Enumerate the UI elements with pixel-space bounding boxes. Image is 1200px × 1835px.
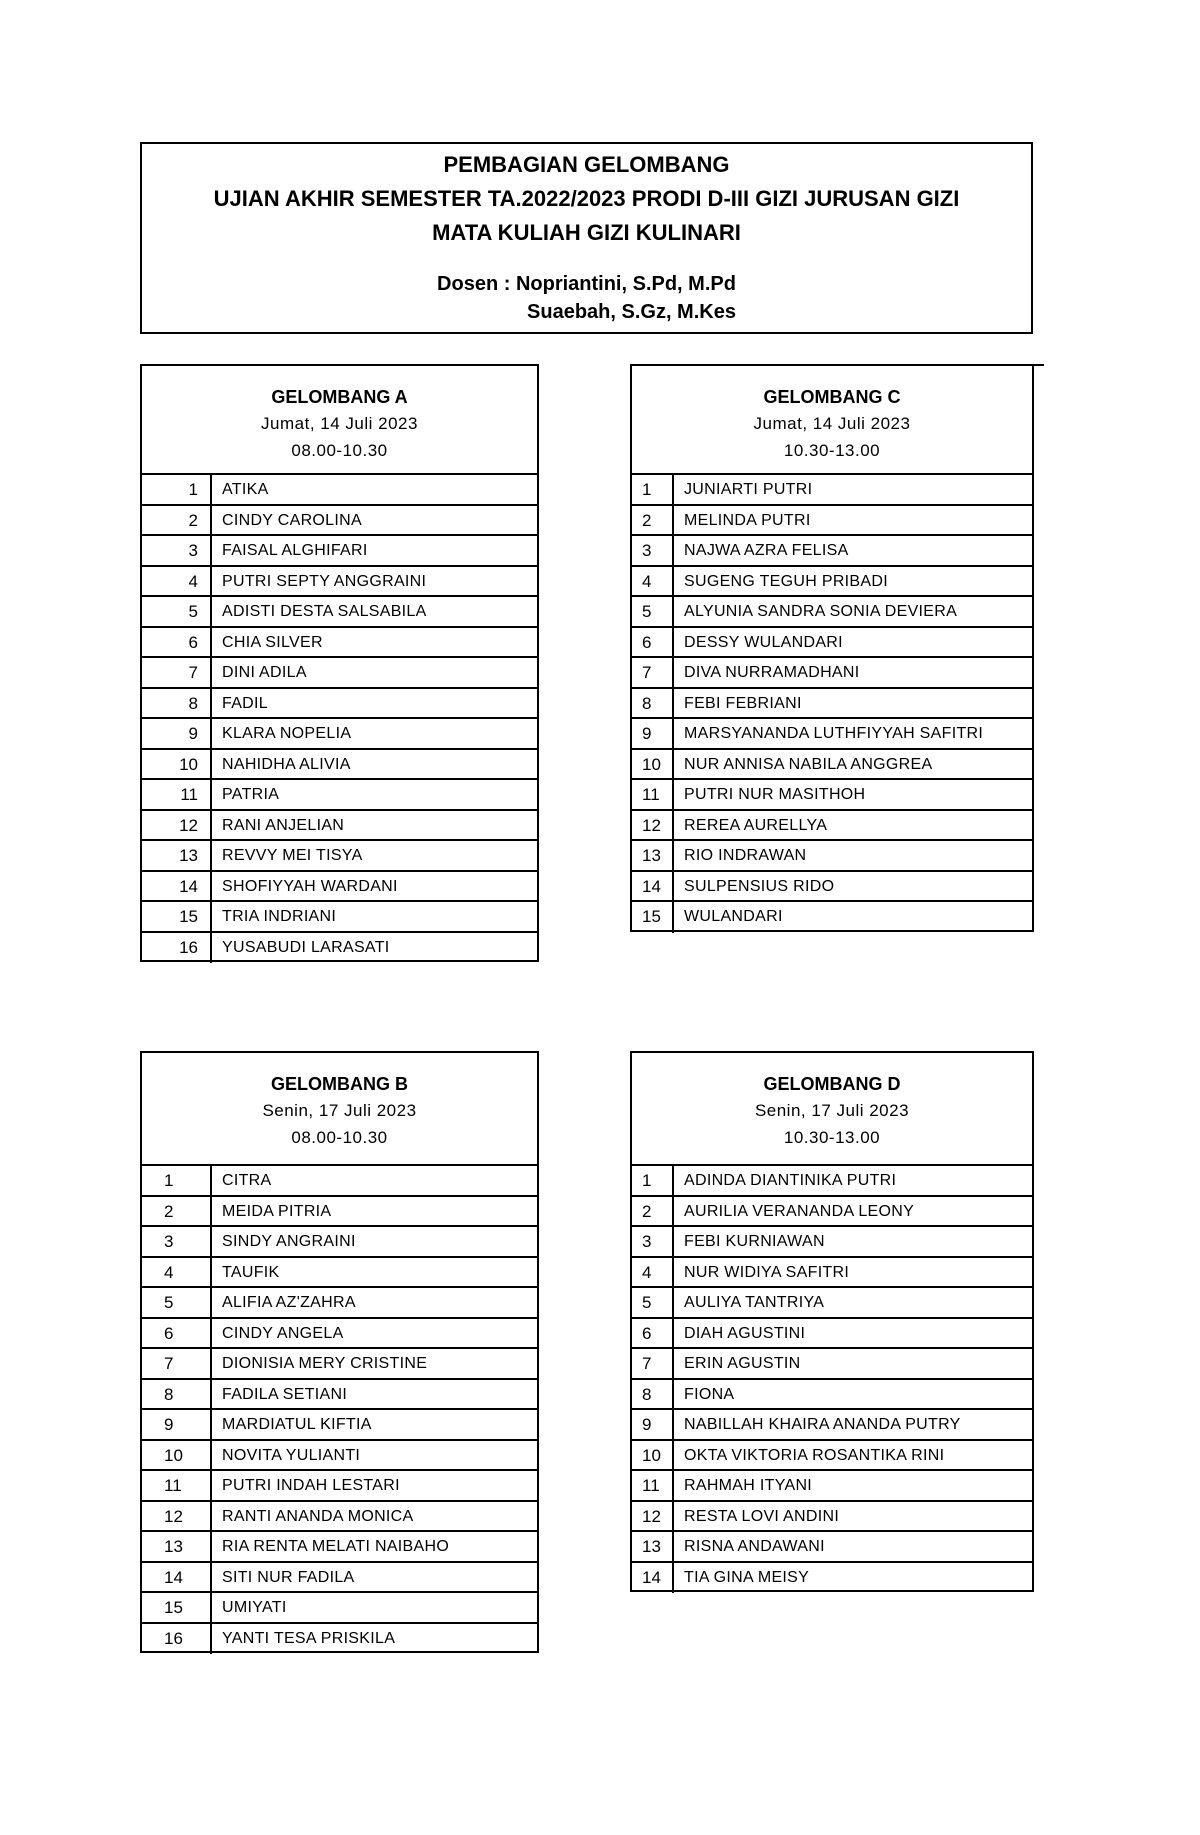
student-list [142, 475, 537, 963]
student-name: DIVA NURRAMADHANI [684, 664, 860, 681]
table-row [632, 689, 1032, 720]
group-header [142, 1053, 537, 1166]
table-row [142, 1563, 537, 1594]
student-name: NAHIDHA ALIVIA [222, 755, 351, 773]
table-row [142, 1349, 537, 1380]
table-row [632, 1288, 1032, 1319]
student-name: FAISAL ALGHIFARI [222, 542, 368, 559]
row-number: 11 [632, 780, 674, 809]
row-number: 7 [632, 1349, 674, 1378]
table-row [142, 1532, 537, 1563]
student-name: MELINDA PUTRI [684, 511, 811, 529]
row-number: 9 [142, 1410, 212, 1439]
group-c-table [630, 364, 1034, 932]
table-row [632, 1349, 1032, 1380]
row-number: 11 [142, 1471, 212, 1500]
row-number: 14 [142, 1563, 212, 1592]
group-d-table [630, 1051, 1034, 1592]
row-number: 11 [632, 1471, 674, 1500]
table-row [142, 475, 537, 506]
group-time: 10.30-13.00 [783, 441, 881, 460]
row-number: 1 [142, 1166, 212, 1195]
table-row [632, 902, 1032, 933]
table-row [142, 1471, 537, 1502]
student-name: SITI NUR FADILA [222, 1568, 355, 1586]
table-row [632, 1166, 1032, 1197]
table-row [142, 1624, 537, 1655]
student-name: SINDY ANGRAINI [222, 1233, 356, 1250]
row-number: 12 [142, 1502, 212, 1531]
student-name: ERIN AGUSTIN [684, 1355, 801, 1372]
student-name: WULANDARI [684, 908, 783, 925]
student-name: FADIL [222, 694, 268, 712]
student-name: ALYUNIA SANDRA SONIA DEVIERA [684, 603, 958, 620]
student-name: DESSY WULANDARI [684, 633, 843, 651]
row-number: 4 [632, 567, 674, 596]
table-row [632, 597, 1032, 628]
student-name: RAHMAH ITYANI [684, 1477, 813, 1494]
table-row [142, 1380, 537, 1411]
student-name: RIO INDRAWAN [684, 847, 807, 864]
group-date: Senin, 17 Juli 2023 [754, 1101, 910, 1120]
row-number: 4 [632, 1258, 674, 1287]
table-row [632, 1502, 1032, 1533]
student-name: NUR WIDIYA SAFITRI [684, 1263, 850, 1281]
table-row [632, 1441, 1032, 1472]
student-name: SULPENSIUS RIDO [684, 877, 835, 895]
student-list [632, 1166, 1032, 1593]
student-name: MARSYANANDA LUTHFIYYAH SAFITRI [684, 725, 984, 742]
row-number: 2 [142, 1197, 212, 1226]
table-row [142, 719, 537, 750]
row-number: 8 [142, 689, 212, 718]
group-a-table [140, 364, 539, 962]
student-name: CHIA SILVER [222, 633, 323, 651]
group-header [632, 366, 1032, 475]
row-number: 1 [632, 1166, 674, 1195]
table-row [142, 933, 537, 964]
row-number: 5 [632, 597, 674, 626]
student-name: ADISTI DESTA SALSABILA [222, 603, 427, 620]
group-date: Senin, 17 Juli 2023 [262, 1101, 417, 1120]
row-number: 3 [632, 1227, 674, 1256]
table-row [142, 1319, 537, 1350]
student-name: RIA RENTA MELATI NAIBAHO [222, 1538, 450, 1555]
student-name: TAUFIK [222, 1263, 280, 1281]
row-number: 16 [142, 1624, 212, 1655]
table-row [632, 780, 1032, 811]
table-row [632, 536, 1032, 567]
table-row [632, 1258, 1032, 1289]
lecturer-2: Suaebah, S.Gz, M.Kes [527, 301, 736, 323]
table-row [142, 597, 537, 628]
student-name: REREA AURELLYA [684, 816, 828, 834]
course-title: MATA KULIAH GIZI KULINARI [432, 220, 741, 245]
student-name: DINI ADILA [222, 664, 307, 681]
table-row [632, 750, 1032, 781]
student-name: CINDY CAROLINA [222, 511, 362, 529]
row-number: 1 [632, 475, 674, 504]
table-row [142, 1593, 537, 1624]
student-name: TRIA INDRIANI [222, 908, 337, 925]
table-row [632, 1319, 1032, 1350]
student-name: RESTA LOVI ANDINI [684, 1507, 840, 1525]
row-number: 14 [632, 872, 674, 901]
table-row [632, 1380, 1032, 1411]
group-name: GELOMBANG B [271, 1074, 408, 1094]
row-number: 6 [632, 1319, 674, 1348]
row-number: 12 [632, 811, 674, 840]
student-name: JUNIARTI PUTRI [684, 481, 813, 498]
table-row [142, 1410, 537, 1441]
document-header [140, 142, 1033, 334]
group-b-table [140, 1051, 539, 1653]
row-number: 5 [632, 1288, 674, 1317]
table-row [142, 902, 537, 933]
divider [1033, 364, 1044, 366]
row-number: 15 [142, 902, 212, 931]
student-name: KLARA NOPELIA [222, 725, 352, 742]
table-row [142, 567, 537, 598]
row-number: 5 [142, 1288, 212, 1317]
student-name: CITRA [222, 1172, 272, 1189]
group-name: GELOMBANG A [271, 387, 408, 407]
row-number: 8 [142, 1380, 212, 1409]
row-number: 6 [632, 628, 674, 657]
row-number: 10 [142, 750, 212, 779]
student-name: ALIFIA AZ'ZAHRA [222, 1294, 356, 1311]
table-row [632, 1563, 1032, 1594]
table-row [632, 1197, 1032, 1228]
student-name: DIAH AGUSTINI [684, 1324, 806, 1342]
table-row [142, 1166, 537, 1197]
table-row [632, 567, 1032, 598]
student-name: ADINDA DIANTINIKA PUTRI [684, 1172, 897, 1189]
row-number: 13 [142, 841, 212, 870]
row-number: 16 [142, 933, 212, 964]
student-name: RANTI ANANDA MONICA [222, 1507, 414, 1525]
row-number: 5 [142, 597, 212, 626]
student-name: FEBI KURNIAWAN [684, 1233, 825, 1250]
student-name: YANTI TESA PRISKILA [222, 1629, 396, 1647]
table-row [142, 689, 537, 720]
table-row [142, 780, 537, 811]
row-number: 10 [142, 1441, 212, 1470]
table-row [632, 628, 1032, 659]
row-number: 1 [142, 475, 212, 504]
table-row [142, 1197, 537, 1228]
row-number: 6 [142, 628, 212, 657]
table-row [142, 1502, 537, 1533]
row-number: 4 [142, 567, 212, 596]
group-time: 08.00-10.30 [291, 441, 388, 460]
row-number: 12 [632, 1502, 674, 1531]
table-row [142, 750, 537, 781]
student-name: UMIYATI [222, 1599, 287, 1616]
row-number: 2 [142, 506, 212, 535]
table-row [142, 658, 537, 689]
row-number: 12 [142, 811, 212, 840]
row-number: 13 [632, 1532, 674, 1561]
group-time: 10.30-13.00 [783, 1128, 881, 1147]
table-row [632, 1410, 1032, 1441]
table-row [142, 872, 537, 903]
table-row [632, 1532, 1032, 1563]
student-name: PATRIA [222, 786, 280, 803]
student-name: RANI ANJELIAN [222, 816, 345, 834]
lecturer-1: Dosen : Nopriantini, S.Pd, M.Pd [437, 273, 736, 295]
student-name: SHOFIYYAH WARDANI [222, 877, 398, 895]
student-name: FIONA [684, 1385, 735, 1403]
group-name: GELOMBANG D [763, 1074, 901, 1094]
student-name: YUSABUDI LARASATI [222, 938, 390, 956]
student-name: MARDIATUL KIFTIA [222, 1416, 372, 1433]
student-name: NABILLAH KHAIRA ANANDA PUTRY [684, 1416, 961, 1433]
table-row [632, 841, 1032, 872]
student-name: RISNA ANDAWANI [684, 1538, 825, 1555]
row-number: 9 [632, 719, 674, 748]
group-name: GELOMBANG C [763, 387, 901, 407]
group-date: Jumat, 14 Juli 2023 [753, 414, 911, 433]
table-row [632, 1227, 1032, 1258]
table-row [632, 872, 1032, 903]
row-number: 3 [142, 1227, 212, 1256]
student-name: TIA GINA MEISY [684, 1568, 810, 1586]
student-name: SUGENG TEGUH PRIBADI [684, 572, 888, 590]
table-row [632, 475, 1032, 506]
document-title: PEMBAGIAN GELOMBANG [443, 152, 730, 177]
table-row [142, 536, 537, 567]
table-row [632, 719, 1032, 750]
table-row [142, 1441, 537, 1472]
student-list [632, 475, 1032, 933]
student-name: CINDY ANGELA [222, 1324, 344, 1342]
row-number: 8 [632, 1380, 674, 1409]
group-header [142, 366, 537, 475]
student-name: OKTA VIKTORIA ROSANTIKA RINI [684, 1446, 945, 1464]
student-name: DIONISIA MERY CRISTINE [222, 1355, 428, 1372]
row-number: 7 [632, 658, 674, 687]
table-row [632, 811, 1032, 842]
student-name: PUTRI NUR MASITHOH [684, 786, 866, 803]
table-row [142, 628, 537, 659]
table-row [632, 1471, 1032, 1502]
table-row [142, 1227, 537, 1258]
student-name: ATIKA [222, 481, 269, 498]
student-name: NUR ANNISA NABILA ANGGREA [684, 755, 933, 773]
row-number: 15 [632, 902, 674, 933]
row-number: 14 [632, 1563, 674, 1594]
group-date: Jumat, 14 Juli 2023 [261, 414, 418, 433]
table-row [142, 811, 537, 842]
student-name: FEBI FEBRIANI [684, 694, 802, 712]
row-number: 6 [142, 1319, 212, 1348]
student-name: MEIDA PITRIA [222, 1202, 332, 1220]
student-name: AULIYA TANTRIYA [684, 1294, 825, 1311]
row-number: 2 [632, 506, 674, 535]
student-name: FADILA SETIANI [222, 1385, 348, 1403]
row-number: 9 [142, 719, 212, 748]
table-row [632, 506, 1032, 537]
row-number: 4 [142, 1258, 212, 1287]
row-number: 13 [142, 1532, 212, 1561]
table-row [142, 841, 537, 872]
row-number: 2 [632, 1197, 674, 1226]
row-number: 3 [142, 536, 212, 565]
student-name: PUTRI INDAH LESTARI [222, 1477, 400, 1494]
row-number: 10 [632, 750, 674, 779]
row-number: 9 [632, 1410, 674, 1439]
table-row [142, 506, 537, 537]
row-number: 8 [632, 689, 674, 718]
student-name: NAJWA AZRA FELISA [684, 542, 849, 559]
table-row [632, 658, 1032, 689]
student-name: REVVY MEI TISYA [222, 847, 363, 864]
row-number: 10 [632, 1441, 674, 1470]
row-number: 7 [142, 1349, 212, 1378]
table-row [142, 1258, 537, 1289]
group-header [632, 1053, 1032, 1166]
student-name: AURILIA VERANANDA LEONY [684, 1202, 915, 1220]
group-time: 08.00-10.30 [291, 1128, 388, 1147]
exam-subtitle: UJIAN AKHIR SEMESTER TA.2022/2023 PRODI D-III GIZI JURUSAN GIZI [213, 186, 960, 211]
student-name: NOVITA YULIANTI [222, 1446, 361, 1464]
row-number: 7 [142, 658, 212, 687]
row-number: 3 [632, 536, 674, 565]
row-number: 13 [632, 841, 674, 870]
table-row [142, 1288, 537, 1319]
row-number: 14 [142, 872, 212, 901]
student-list [142, 1166, 537, 1654]
student-name: PUTRI SEPTY ANGGRAINI [222, 572, 427, 590]
row-number: 15 [142, 1593, 212, 1622]
row-number: 11 [142, 780, 212, 809]
